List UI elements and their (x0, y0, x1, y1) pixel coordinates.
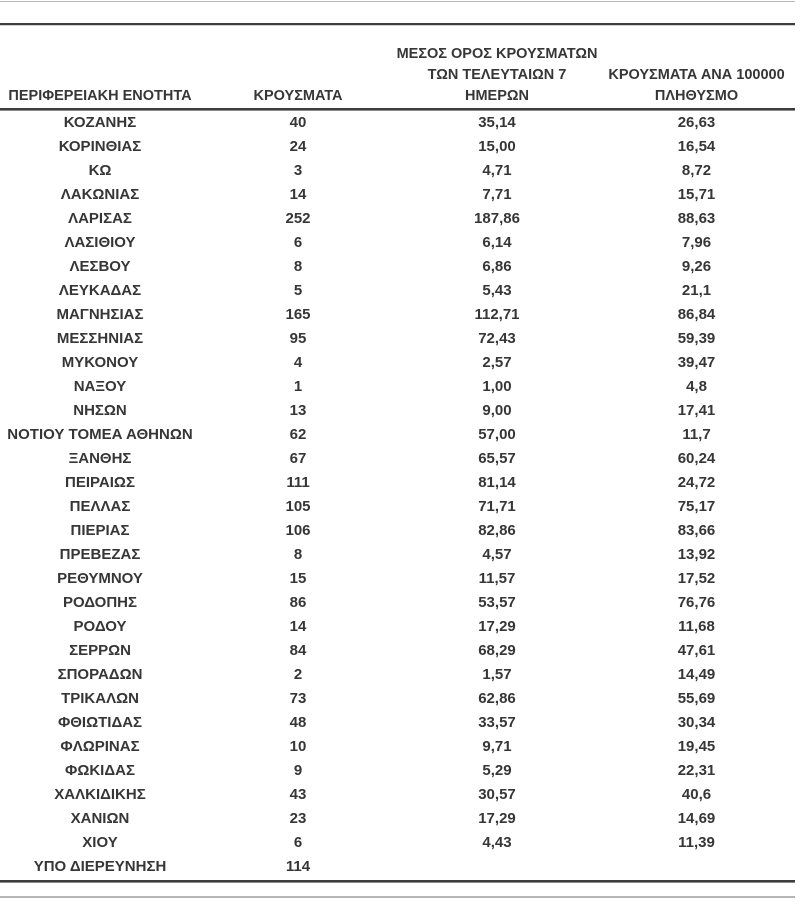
cell-avg-7-days: 53,57 (478, 594, 516, 611)
cell-cases: 165 (285, 306, 311, 323)
table-row (0, 855, 795, 879)
cell-avg-7-days: 17,29 (478, 618, 516, 635)
cell-cases: 15 (289, 570, 307, 587)
cell-region: ΜΕΣΣΗΝΙΑΣ (56, 330, 144, 347)
cell-cases: 73 (289, 690, 307, 707)
column-header-per-100000-line1: ΚΡΟΥΣΜΑΤΑ ΑΝΑ 100000 (608, 67, 785, 83)
cell-region: ΚΟΡΙΝΘΙΑΣ (58, 138, 142, 155)
table-row (0, 279, 795, 303)
table-row (0, 783, 795, 807)
cell-region: ΜΥΚΟΝΟΥ (61, 354, 139, 371)
cell-avg-7-days: 4,57 (482, 546, 512, 563)
cell-per-100000: 24,72 (677, 474, 716, 491)
cell-avg-7-days: 6,14 (482, 234, 512, 251)
cell-region: ΦΛΩΡΙΝΑΣ (60, 738, 140, 755)
cell-cases: 5 (293, 282, 303, 299)
cell-region: ΛΕΣΒΟΥ (69, 258, 131, 275)
cell-region: ΝΑΞΟΥ (73, 378, 127, 395)
cell-per-100000: 8,72 (681, 162, 712, 179)
cell-per-100000: 26,63 (677, 114, 716, 131)
cell-avg-7-days: 33,57 (478, 714, 516, 731)
table-row (0, 207, 795, 231)
cell-per-100000 (598, 855, 795, 879)
cell-avg-7-days: 17,29 (478, 810, 516, 827)
cell-avg-7-days: 35,14 (478, 114, 516, 131)
cell-region: ΞΑΝΘΗΣ (68, 450, 132, 467)
cell-avg-7-days: 72,43 (478, 330, 516, 347)
cell-per-100000: 83,66 (677, 522, 716, 539)
cell-avg-7-days: 15,00 (478, 138, 516, 155)
table-row (0, 423, 795, 447)
cell-per-100000: 76,76 (677, 594, 716, 611)
table-header (0, 36, 795, 107)
cell-avg-7-days: 2,57 (482, 354, 512, 371)
cell-per-100000: 11,68 (678, 618, 715, 635)
bottom-dark-rule (0, 880, 795, 882)
cell-cases: 2 (293, 666, 303, 683)
cell-cases: 114 (285, 858, 311, 875)
cell-avg-7-days: 6,86 (482, 258, 512, 275)
column-header-region (0, 36, 200, 107)
cell-avg-7-days: 30,57 (478, 786, 516, 803)
cell-per-100000: 7,96 (681, 234, 712, 251)
cell-region: ΥΠΟ ΔΙΕΡΕΥΝΗΣΗ (33, 858, 167, 875)
table-row (0, 399, 795, 423)
cell-per-100000: 17,52 (677, 570, 716, 587)
cell-region: ΦΘΙΩΤΙΔΑΣ (57, 714, 143, 731)
cell-per-100000: 4,8 (686, 378, 707, 395)
cell-avg-7-days: 7,71 (482, 186, 512, 203)
cell-per-100000: 14,69 (677, 810, 716, 827)
cell-region: ΠΕΙΡΑΙΩΣ (65, 474, 135, 491)
header-separator-rule (0, 108, 795, 110)
cell-avg-7-days: 112,71 (474, 306, 520, 323)
cell-region: ΠΙΕΡΙΑΣ (70, 522, 130, 539)
table-row (0, 735, 795, 759)
cell-cases: 6 (293, 234, 303, 251)
cell-region: ΦΩΚΙΔΑΣ (65, 762, 135, 779)
cell-avg-7-days: 71,71 (478, 498, 516, 515)
table-row (0, 687, 795, 711)
table-body (0, 111, 795, 879)
cell-avg-7-days: 5,43 (482, 282, 512, 299)
column-header-region-label: ΠΕΡΙΦΕΡΕΙΑΚΗ ΕΝΟΤΗΤΑ (8, 88, 192, 104)
table-row (0, 159, 795, 183)
cell-cases: 9 (293, 762, 303, 779)
cell-per-100000: 9,26 (681, 258, 712, 275)
cell-avg-7-days: 187,86 (474, 210, 520, 227)
cell-region: ΡΕΘΥΜΝΟΥ (57, 570, 143, 587)
cell-cases: 4 (293, 354, 303, 371)
table-row (0, 183, 795, 207)
table-row (0, 327, 795, 351)
cell-cases: 6 (293, 834, 303, 851)
cell-avg-7-days: 82,86 (478, 522, 516, 539)
cell-avg-7-days: 9,00 (482, 402, 512, 419)
cell-per-100000: 16,54 (677, 138, 716, 155)
table-row (0, 759, 795, 783)
column-header-avg-7-days-line2: ΤΩΝ ΤΕΛΕΥΤΑΙΩΝ 7 (427, 67, 567, 83)
table-row (0, 543, 795, 567)
table-row (0, 135, 795, 159)
cell-cases: 86 (289, 594, 307, 611)
table-row (0, 639, 795, 663)
cell-region: ΚΩ (88, 162, 112, 179)
cell-cases: 14 (289, 186, 307, 203)
cell-cases: 106 (285, 522, 311, 539)
cell-per-100000: 55,69 (677, 690, 716, 707)
cell-cases: 8 (293, 258, 303, 275)
table-row (0, 615, 795, 639)
cell-region: ΠΕΛΛΑΣ (69, 498, 131, 515)
cell-per-100000: 75,17 (677, 498, 716, 515)
table-row (0, 663, 795, 687)
cell-per-100000: 88,63 (677, 210, 716, 227)
table-row (0, 231, 795, 255)
cell-cases: 84 (289, 642, 307, 659)
cell-region: ΛΑΚΩΝΙΑΣ (60, 186, 140, 203)
table-row (0, 111, 795, 135)
cell-region: ΠΡΕΒΕΖΑΣ (59, 546, 141, 563)
cell-cases: 252 (285, 210, 311, 227)
cell-cases: 67 (289, 450, 307, 467)
cell-cases: 24 (289, 138, 307, 155)
cell-region: ΝΗΣΩΝ (73, 402, 127, 419)
table-row (0, 567, 795, 591)
top-light-rule (0, 1, 795, 2)
cell-per-100000: 19,45 (677, 738, 716, 755)
table-row (0, 303, 795, 327)
cell-avg-7-days: 81,14 (478, 474, 516, 491)
cell-per-100000: 59,39 (677, 330, 716, 347)
cell-region: ΡΟΔΟΥ (73, 618, 127, 635)
cell-avg-7-days: 4,71 (482, 162, 512, 179)
table-row (0, 447, 795, 471)
cell-avg-7-days: 11,57 (478, 570, 516, 587)
cell-cases: 105 (285, 498, 311, 515)
cell-avg-7-days: 4,43 (482, 834, 512, 851)
cell-region: ΧΑΝΙΩΝ (70, 810, 130, 827)
bottom-light-rule (0, 896, 795, 898)
cell-region: ΡΟΔΟΠΗΣ (63, 594, 137, 611)
column-header-cases-label: ΚΡΟΥΣΜΑΤΑ (253, 88, 343, 104)
cell-region: ΛΑΡΙΣΑΣ (68, 210, 132, 227)
cell-per-100000: 22,31 (677, 762, 716, 779)
table-row (0, 519, 795, 543)
cell-per-100000: 60,24 (677, 450, 716, 467)
cell-region: ΛΕΥΚΑΔΑΣ (58, 282, 142, 299)
cell-per-100000: 30,34 (677, 714, 716, 731)
cell-region: ΧΑΛΚΙΔΙΚΗΣ (54, 786, 146, 803)
cell-avg-7-days (396, 855, 598, 879)
table-row (0, 375, 795, 399)
cell-cases: 43 (289, 786, 307, 803)
cell-avg-7-days: 1,00 (482, 378, 512, 395)
cell-region: ΝΟΤΙΟΥ ΤΟΜΕΑ ΑΘΗΝΩΝ (7, 426, 193, 443)
cell-per-100000: 40,6 (681, 786, 712, 803)
table-row (0, 495, 795, 519)
cell-avg-7-days: 1,57 (482, 666, 512, 683)
cell-region: ΚΟΖΑΝΗΣ (63, 114, 137, 131)
cell-avg-7-days: 5,29 (482, 762, 512, 779)
cell-per-100000: 39,47 (677, 354, 716, 371)
cell-cases: 1 (293, 378, 303, 395)
cell-per-100000: 86,84 (677, 306, 716, 323)
cell-cases: 62 (289, 426, 307, 443)
cell-avg-7-days: 62,86 (478, 690, 516, 707)
cell-cases: 48 (289, 714, 307, 731)
top-dark-rule (0, 23, 795, 25)
column-header-per-100000-line2: ΠΛΗΘΥΣΜΟ (654, 88, 739, 104)
cell-cases: 3 (293, 162, 303, 179)
cell-cases: 23 (289, 810, 307, 827)
cell-cases: 40 (289, 114, 307, 131)
column-header-avg-7-days (396, 36, 598, 107)
table-row (0, 711, 795, 735)
cell-avg-7-days: 9,71 (482, 738, 512, 755)
column-header-avg-7-days-line3: ΗΜΕΡΩΝ (465, 88, 529, 104)
column-header-per-100000 (598, 36, 795, 107)
table-row (0, 351, 795, 375)
cell-per-100000: 21,1 (681, 282, 712, 299)
cell-cases: 111 (286, 474, 310, 491)
table-row (0, 831, 795, 855)
table-row (0, 591, 795, 615)
cell-per-100000: 15,71 (677, 186, 716, 203)
cell-region: ΤΡΙΚΑΛΩΝ (61, 690, 139, 707)
column-header-avg-7-days-line1: ΜΕΣΟΣ ΟΡΟΣ ΚΡΟΥΣΜΑΤΩΝ (396, 46, 598, 62)
cell-region: ΣΠΟΡΑΔΩΝ (57, 666, 143, 683)
cell-cases: 14 (289, 618, 307, 635)
cell-region: ΜΑΓΝΗΣΙΑΣ (56, 306, 144, 323)
cell-per-100000: 11,39 (678, 834, 715, 851)
cell-per-100000: 14,49 (677, 666, 716, 683)
cell-cases: 95 (289, 330, 307, 347)
cell-per-100000: 17,41 (677, 402, 716, 419)
cell-per-100000: 13,92 (677, 546, 716, 563)
cell-per-100000: 47,61 (677, 642, 716, 659)
table-row (0, 807, 795, 831)
cell-avg-7-days: 57,00 (478, 426, 516, 443)
cell-region: ΣΕΡΡΩΝ (69, 642, 131, 659)
table-row (0, 471, 795, 495)
cell-region: ΛΑΣΙΘΙΟΥ (64, 234, 136, 251)
column-header-cases (200, 36, 396, 107)
cell-cases: 10 (289, 738, 307, 755)
cell-per-100000: 11,7 (682, 426, 711, 443)
cell-cases: 8 (293, 546, 303, 563)
cell-region: ΧΙΟΥ (82, 834, 118, 851)
table-row (0, 255, 795, 279)
cell-avg-7-days: 65,57 (478, 450, 516, 467)
cell-avg-7-days: 68,29 (478, 642, 516, 659)
cell-cases: 13 (289, 402, 307, 419)
